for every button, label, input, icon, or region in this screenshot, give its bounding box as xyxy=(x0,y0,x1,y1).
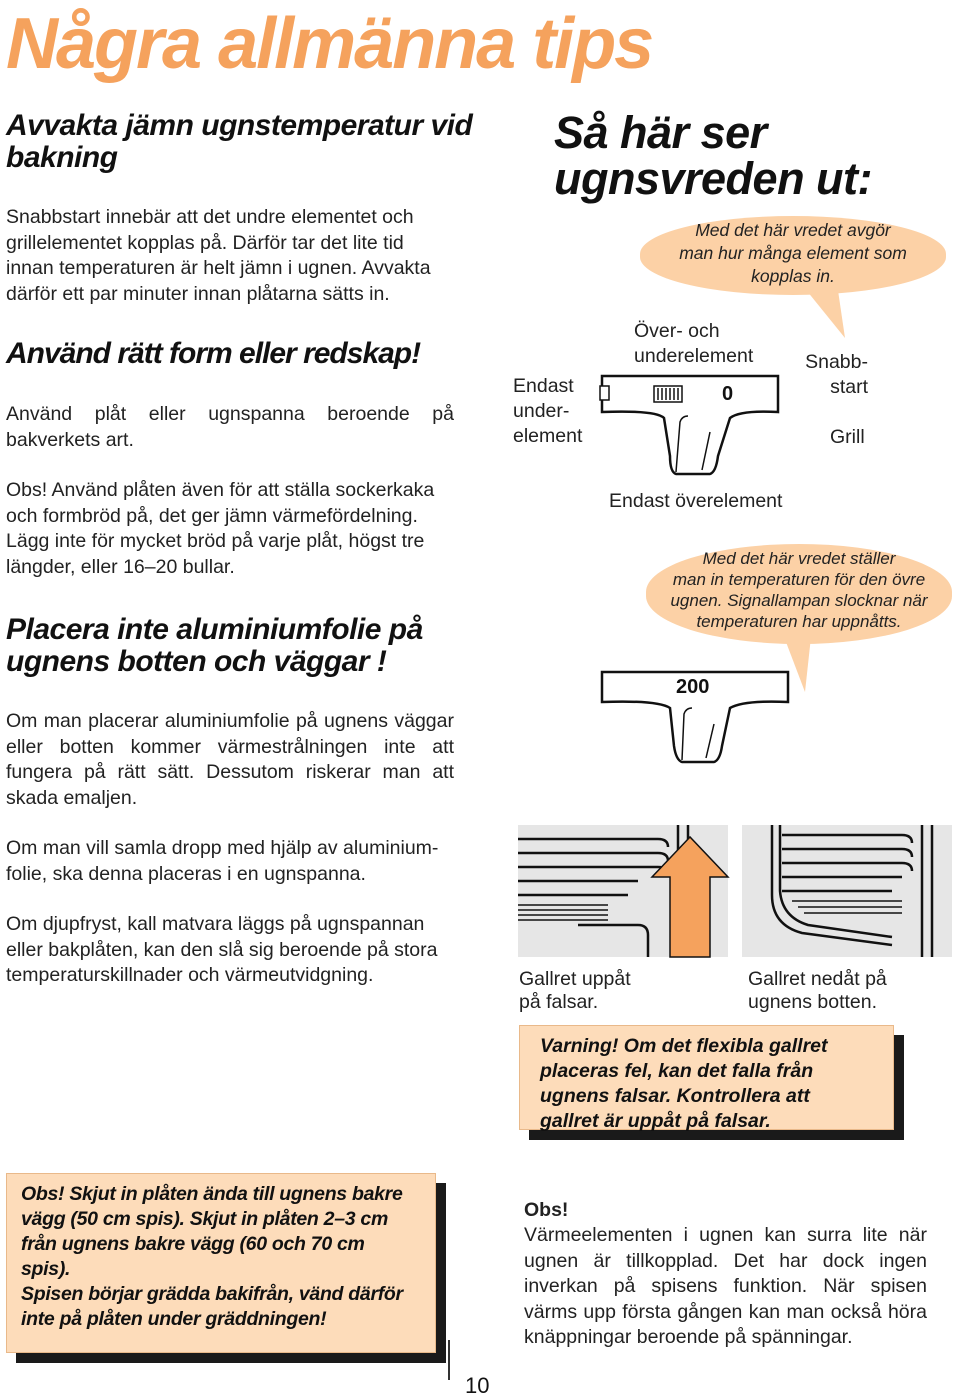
oven-rack-up-illustration xyxy=(518,825,728,957)
label-line: start xyxy=(830,376,868,398)
label-line: Snabb- xyxy=(805,351,868,373)
text-line: grillelementet kopplas på. Därför tar det lite tid xyxy=(6,231,404,254)
bubble-line: kopplas in. xyxy=(751,266,835,286)
caption-line: ugnens botten. xyxy=(748,991,878,1013)
note-line: Obs! Skjut in plåten ända till ugnens bakre xyxy=(21,1183,403,1205)
bubble-line: man hur många element som xyxy=(679,243,907,263)
page-number: 10 xyxy=(465,1373,490,1398)
warning-line: Varning! Om det flexibla gallret xyxy=(540,1035,828,1057)
label-only-over-element: Endast överelement xyxy=(609,490,783,512)
speech-bubble-element-knob xyxy=(640,216,946,295)
label-only-under-element xyxy=(513,374,582,449)
text-line: Snabbstart innebär att det undre elementet och xyxy=(6,206,414,228)
speech-bubble-temperature-knob xyxy=(646,544,952,644)
note-line: från ugnens bakre vägg (60 och 70 cm xyxy=(21,1233,365,1255)
note-line: inte på plåten under gräddningen! xyxy=(21,1308,327,1330)
text-line: Lägg inte för mycket bröd på varje plåt, högst tre xyxy=(6,530,425,552)
page-title: Några allmänna tips xyxy=(6,4,653,84)
bubble-line: temperaturen har uppnåtts. xyxy=(696,612,902,631)
caption-line: på falsar. xyxy=(519,991,599,1013)
function-knob-drawing xyxy=(590,372,810,482)
note-line: vägg (50 cm spis). Skjut in plåten 2–3 cm xyxy=(21,1208,388,1230)
grill-symbol-icon xyxy=(654,386,682,402)
text-line: folie, ska denna placeras i en ugnspanna. xyxy=(6,862,366,885)
caption-line: Gallret uppåt xyxy=(519,968,631,990)
heading-right-form: Använd rätt form eller redskap! xyxy=(6,337,421,370)
obs-plate-note xyxy=(6,1173,436,1353)
paragraph-right-form: Använd plåt eller ugnspanna beroende på bakverkets art. xyxy=(6,403,454,451)
bubble-line: man in temperaturen för den övre xyxy=(672,570,926,589)
heading-wait-temperature: Avvakta jämn ugnstemperatur vid bakning xyxy=(6,109,473,174)
divider-line xyxy=(448,1340,450,1380)
caption-rack-down xyxy=(748,968,887,1014)
obs-heading: Obs! xyxy=(524,1199,569,1221)
warning-note xyxy=(519,1025,894,1130)
bubble-line: ugnen. Signallampan slocknar när xyxy=(670,591,928,610)
label-snabbstart xyxy=(800,350,868,400)
warning-line: placeras fel, kan det falla från xyxy=(540,1060,814,1082)
text-line: Om man vill samla dropp med hjälp av aluminium- xyxy=(6,837,439,859)
text-line: därför ett par minuter innan plåtarna sätts in. xyxy=(6,282,390,305)
warning-line: gallret är uppåt på falsar. xyxy=(540,1110,771,1132)
oven-rack-down-illustration xyxy=(742,825,952,957)
label-line: underelement xyxy=(634,345,754,367)
bubble-line: Med det här vredet ställer xyxy=(702,549,896,568)
paragraph-no-foil: Om man placerar aluminiumfolie på ugnens väggar eller botten kommer värmestrålningen inte att fungera på rätt sätt. Dessutom riskerar man att skada emaljen. xyxy=(6,710,454,809)
note-line: Spisen börjar grädda bakifrån, vänd därför xyxy=(21,1283,403,1305)
title-line: Så här ser xyxy=(554,107,767,158)
text-line: Obs! Använd plåten även för att ställa sockerkaka xyxy=(6,479,435,501)
text-line: längder, eller 16–20 bullar. xyxy=(6,555,235,578)
title-line: ugnsvreden ut: xyxy=(554,153,873,204)
label-line: under- xyxy=(513,400,570,422)
heading-no-foil: Placera inte aluminiumfolie på ugnens botten och väggar ! xyxy=(6,613,423,678)
label-grill: Grill xyxy=(830,426,865,448)
knob-zero-marker: 0 xyxy=(722,383,734,405)
label-line: Över- och xyxy=(634,320,720,342)
note-line: spis). xyxy=(21,1258,71,1280)
label-over-under-element xyxy=(634,319,753,369)
text-line: eller bakplåten, kan den slå sig beroende på stora xyxy=(6,938,438,961)
warning-line: ugnens falsar. Kontrollera att xyxy=(540,1085,810,1107)
text-line: och formbröd på, det ger jämn värmefördelning. xyxy=(6,504,418,527)
caption-rack-up xyxy=(519,968,631,1014)
label-line: element xyxy=(513,425,583,447)
obs-paragraph: Värmeelementen i ugnen kan surra lite när ugnen är tillkopplad. Det har dock ingen inverkan på spisens funktion. När spisen värms upp första gången kan man också höra knäppningar beroende på spänningar. xyxy=(524,1224,927,1348)
bubble-line: Med det här vredet avgör xyxy=(695,220,891,240)
label-line: Endast xyxy=(513,375,574,397)
knob-temperature-marker: 200 xyxy=(676,676,710,698)
text-line: innan temperaturen är helt jämn i ugnen. Avvakta xyxy=(6,257,431,279)
text-line: temperaturskillnader och värmeutvidgning. xyxy=(6,964,374,986)
text-line: Om djupfryst, kall matvara läggs på ugnspannan xyxy=(6,913,425,935)
caption-line: Gallret nedåt på xyxy=(748,968,887,990)
